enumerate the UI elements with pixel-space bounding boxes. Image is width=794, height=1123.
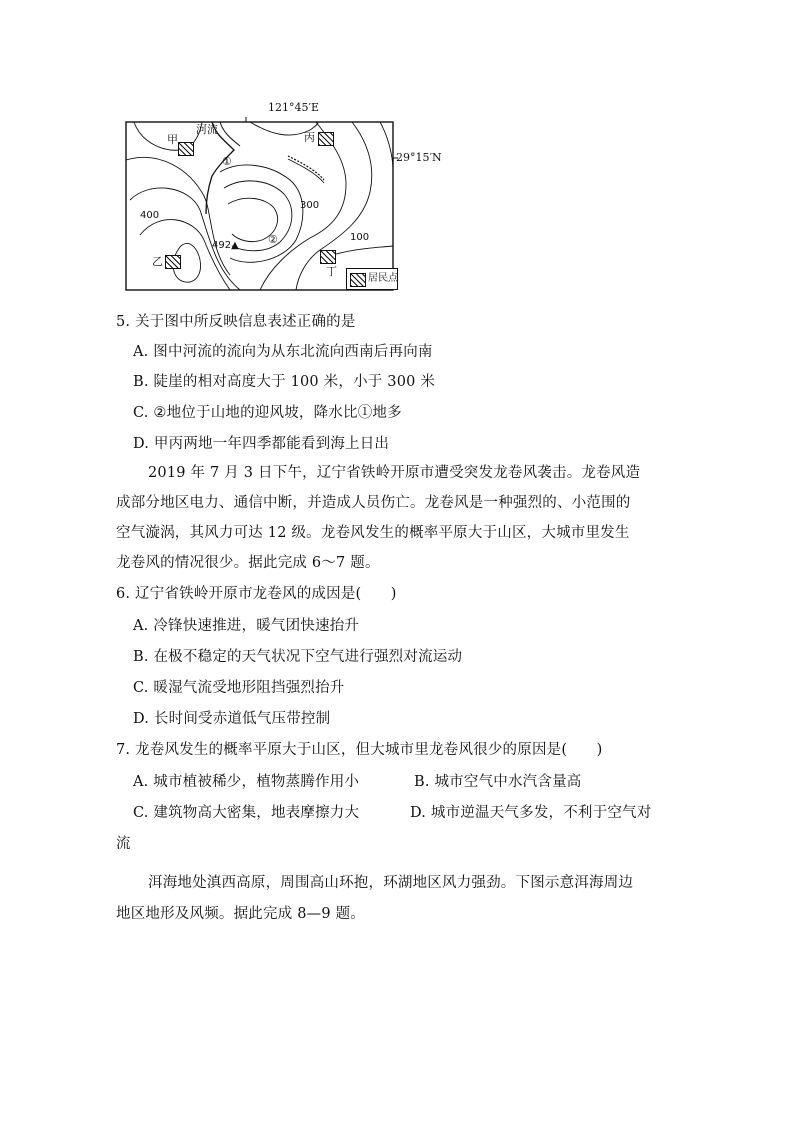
settlement-yi-icon	[165, 255, 181, 269]
q5-option-b: B. 陡崖的相对高度大于 100 米，小于 300 米	[133, 374, 436, 390]
q7-option-c: C. 建筑物高大密集，地表摩擦力大	[133, 805, 360, 821]
q5-option-c: C. ②地位于山地的迎风坡，降水比①地多	[133, 405, 402, 421]
passage1-line-1: 2019 年 7 月 3 日下午，辽宁省铁岭开原市遭受突发龙卷风袭击。龙卷风造	[148, 465, 641, 481]
q5-stem: 5. 关于图中所反映信息表述正确的是	[116, 314, 356, 330]
river-label: 河流	[196, 123, 218, 136]
q6-option-a: A. 冷锋快速推进，暖气团快速抬升	[133, 618, 360, 634]
passage2-line-1: 洱海地处滇西高原，周围高山环抱，环湖地区风力强劲。下图示意洱海周边	[148, 875, 634, 891]
passage1-line-4: 龙卷风的情况很少。据此完成 6～7 题。	[116, 555, 380, 571]
q7-stem: 7. 龙卷风发生的概率平原大于山区，但大城市里龙卷风很少的原因是( )	[116, 742, 603, 758]
marker-2-label: ②	[268, 233, 278, 246]
q7-option-a: A. 城市植被稀少，植物蒸腾作用小	[133, 774, 360, 790]
place-jia-label: 甲	[167, 133, 178, 146]
q7-option-d-continuation: 流	[116, 836, 131, 852]
peak-label: 492▲	[212, 240, 239, 251]
place-yi-label: 乙	[152, 255, 163, 268]
q7-option-b: B. 城市空气中水汽含量高	[414, 774, 582, 790]
legend-label: 居民点	[368, 273, 398, 284]
contour-400-label: 400	[140, 210, 160, 221]
q6-option-d: D. 长时间受赤道低气压带控制	[133, 711, 331, 727]
marker-1-label: ①	[222, 155, 232, 168]
legend-settlement-icon	[350, 273, 366, 287]
contour-lines	[120, 100, 410, 295]
place-bing-label: 丙	[304, 131, 315, 144]
place-ding-label: 丁	[326, 265, 337, 278]
passage1-line-3: 空气漩涡，其风力可达 12 级。龙卷风发生的概率平原大于山区，大城市里发生	[116, 525, 630, 541]
latitude-label: 29°15′N	[396, 151, 442, 164]
map-legend	[346, 268, 398, 290]
passage1-line-2: 成部分地区电力、通信中断，并造成人员伤亡。龙卷风是一种强烈的、小范围的	[116, 495, 631, 511]
q6-option-c: C. 暖湿气流受地形阻挡强烈抬升	[133, 680, 345, 696]
passage2-line-2: 地区地形及风频。据此完成 8—9 题。	[116, 906, 365, 922]
q6-option-b: B. 在极不稳定的天气状况下空气进行强烈对流运动	[133, 649, 463, 665]
q6-stem: 6. 辽宁省铁岭开原市龙卷风的成因是( )	[116, 586, 397, 602]
settlement-jia-icon	[178, 142, 194, 156]
contour-100-label: 100	[350, 232, 370, 243]
q7-option-d: D. 城市逆温天气多发，不利于空气对	[410, 805, 652, 821]
contour-map	[120, 100, 442, 295]
contour-300-label: 300	[300, 200, 320, 211]
longitude-label: 121°45′E	[268, 101, 320, 114]
q5-option-d: D. 甲丙两地一年四季都能看到海上日出	[133, 436, 390, 452]
settlement-ding-icon	[320, 250, 336, 264]
q5-option-a: A. 图中河流的流向为从东北流向西南后再向南	[133, 344, 433, 360]
settlement-bing-icon	[318, 132, 334, 146]
